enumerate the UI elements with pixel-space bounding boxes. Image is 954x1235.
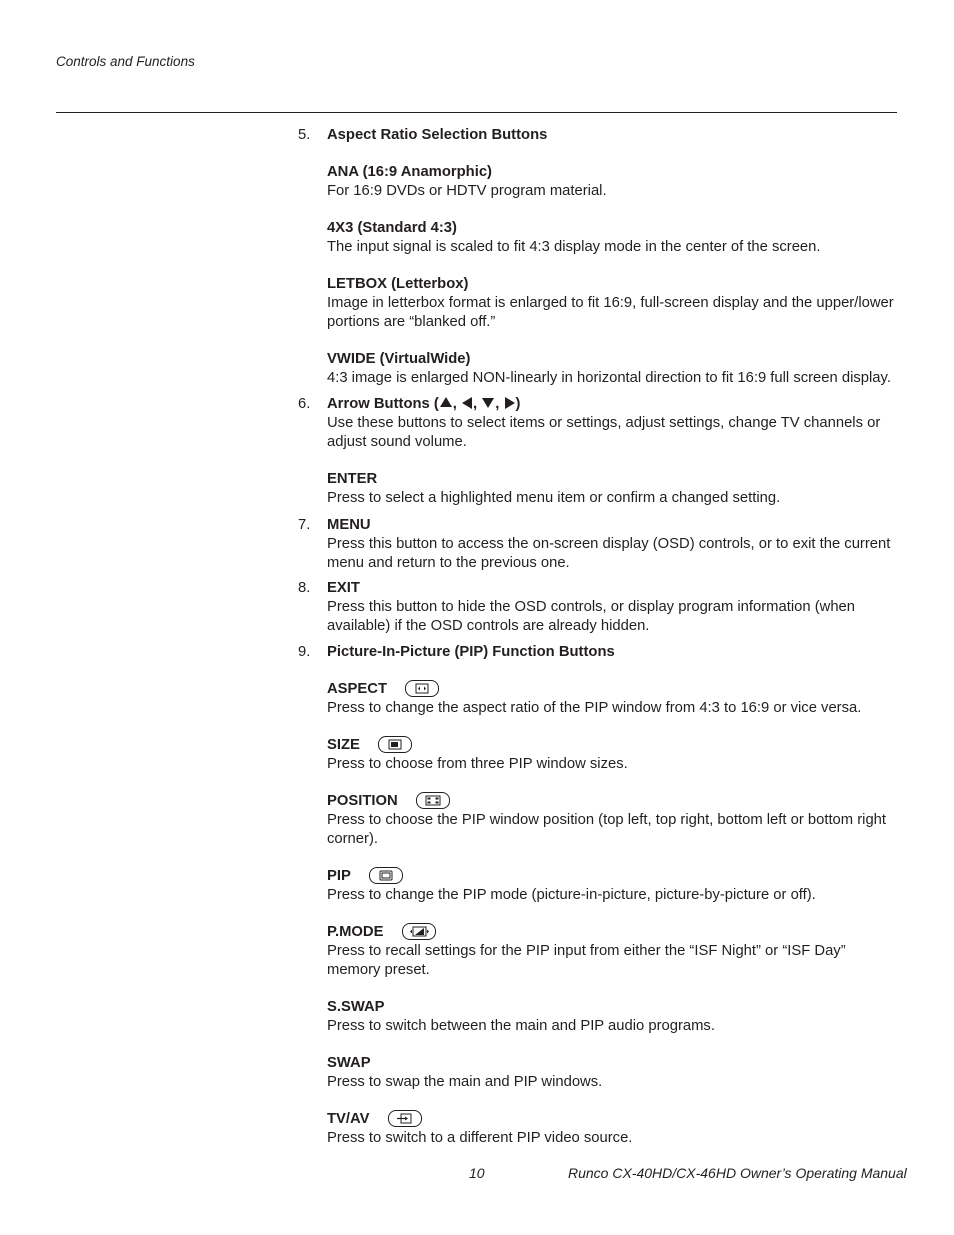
tvav-button-icon [388,1110,422,1127]
arrow-title-prefix: Arrow Buttons ( [327,396,439,412]
item-title: Arrow Buttons ( , , , ) [327,396,521,412]
item-text: Press this button to access the on-screen display (OSD) controls, or to exit the current menu and return to the previous one. [327,536,891,571]
sub-title-row [327,792,902,811]
sub-title: TV/AV [327,1111,370,1127]
pip-button-icon [369,867,403,884]
sub-title: VWIDE (VirtualWide) [327,351,471,367]
sub-text: The input signal is scaled to fit 4:3 display mode in the center of the screen. [327,239,821,255]
sub-title: SWAP [327,1055,371,1071]
sub-title-row [327,867,902,886]
running-head: Controls and Functions [56,54,195,69]
item-title: EXIT [327,580,360,596]
pmode-button-icon [402,923,436,940]
sub-title: SIZE [327,737,360,753]
sub-title-row [327,736,902,755]
left-arrow-icon [462,397,472,409]
sub-title: PIP [327,868,351,884]
item-number: 5. [298,127,311,143]
sub-title: 4X3 (Standard 4:3) [327,220,457,236]
item-number: 6. [298,396,311,412]
sub-title-row [327,923,902,942]
sub-text: Press to swap the main and PIP windows. [327,1074,603,1090]
header-rule [56,112,897,113]
page-number: 10 [469,1165,485,1181]
sub-text: Press to change the PIP mode (picture-in-picture, picture-by-picture or off). [327,887,816,903]
sub-title: POSITION [327,793,398,809]
item-title: Picture-In-Picture (PIP) Function Buttons [327,644,615,660]
item-title: Aspect Ratio Selection Buttons [327,127,548,143]
item-text: Use these buttons to select items or settings, adjust settings, change TV channels or adjust sound volume. [327,415,881,450]
sub-title: ASPECT [327,681,388,697]
sub-text: For 16:9 DVDs or HDTV program material. [327,183,607,199]
sub-text: Image in letterbox format is enlarged to fit 16:9, full-screen display and the upper/lower portions are “blanked off.” [327,295,894,330]
sub-title: ANA (16:9 Anamorphic) [327,164,492,180]
item-number: 8. [298,580,311,596]
position-button-icon [416,792,450,809]
sub-text: Press to choose the PIP window position (top left, top right, bottom left or bottom right corner). [327,812,887,847]
sub-text: Press to change the aspect ratio of the PIP window from 4:3 to 16:9 or vice versa. [327,700,862,716]
sub-text: Press to choose from three PIP window sizes. [327,756,628,772]
sub-text: Press to recall settings for the PIP input from either the “ISF Night” or “ISF Day” memory preset. [327,943,846,978]
sub-title: S.SWAP [327,999,385,1015]
sub-text: 4:3 image is enlarged NON-linearly in horizontal direction to fit 16:9 full screen display. [327,370,891,386]
sub-title-row [327,1110,902,1129]
aspect-button-icon [405,680,439,697]
item-title: MENU [327,517,371,533]
item-number: 9. [298,644,311,660]
sub-title: ENTER [327,471,378,487]
up-arrow-icon [440,397,452,407]
sub-title: LETBOX (Letterbox) [327,276,469,292]
manual-title: Runco CX-40HD/CX-46HD Owner’s Operating Manual [568,1165,907,1181]
sub-text: Press to switch between the main and PIP audio programs. [327,1018,715,1034]
sub-text: Press to select a highlighted menu item or confirm a changed setting. [327,490,781,506]
sub-title: P.MODE [327,924,384,940]
size-button-icon [378,736,412,753]
right-arrow-icon [505,397,515,409]
item-text: Press this button to hide the OSD controls, or display program information (when available) if the OSD controls are already hidden. [327,599,856,634]
down-arrow-icon [482,398,494,408]
item-number: 7. [298,517,311,533]
sub-text: Press to switch to a different PIP video source. [327,1130,633,1146]
sub-title-row [327,680,902,699]
